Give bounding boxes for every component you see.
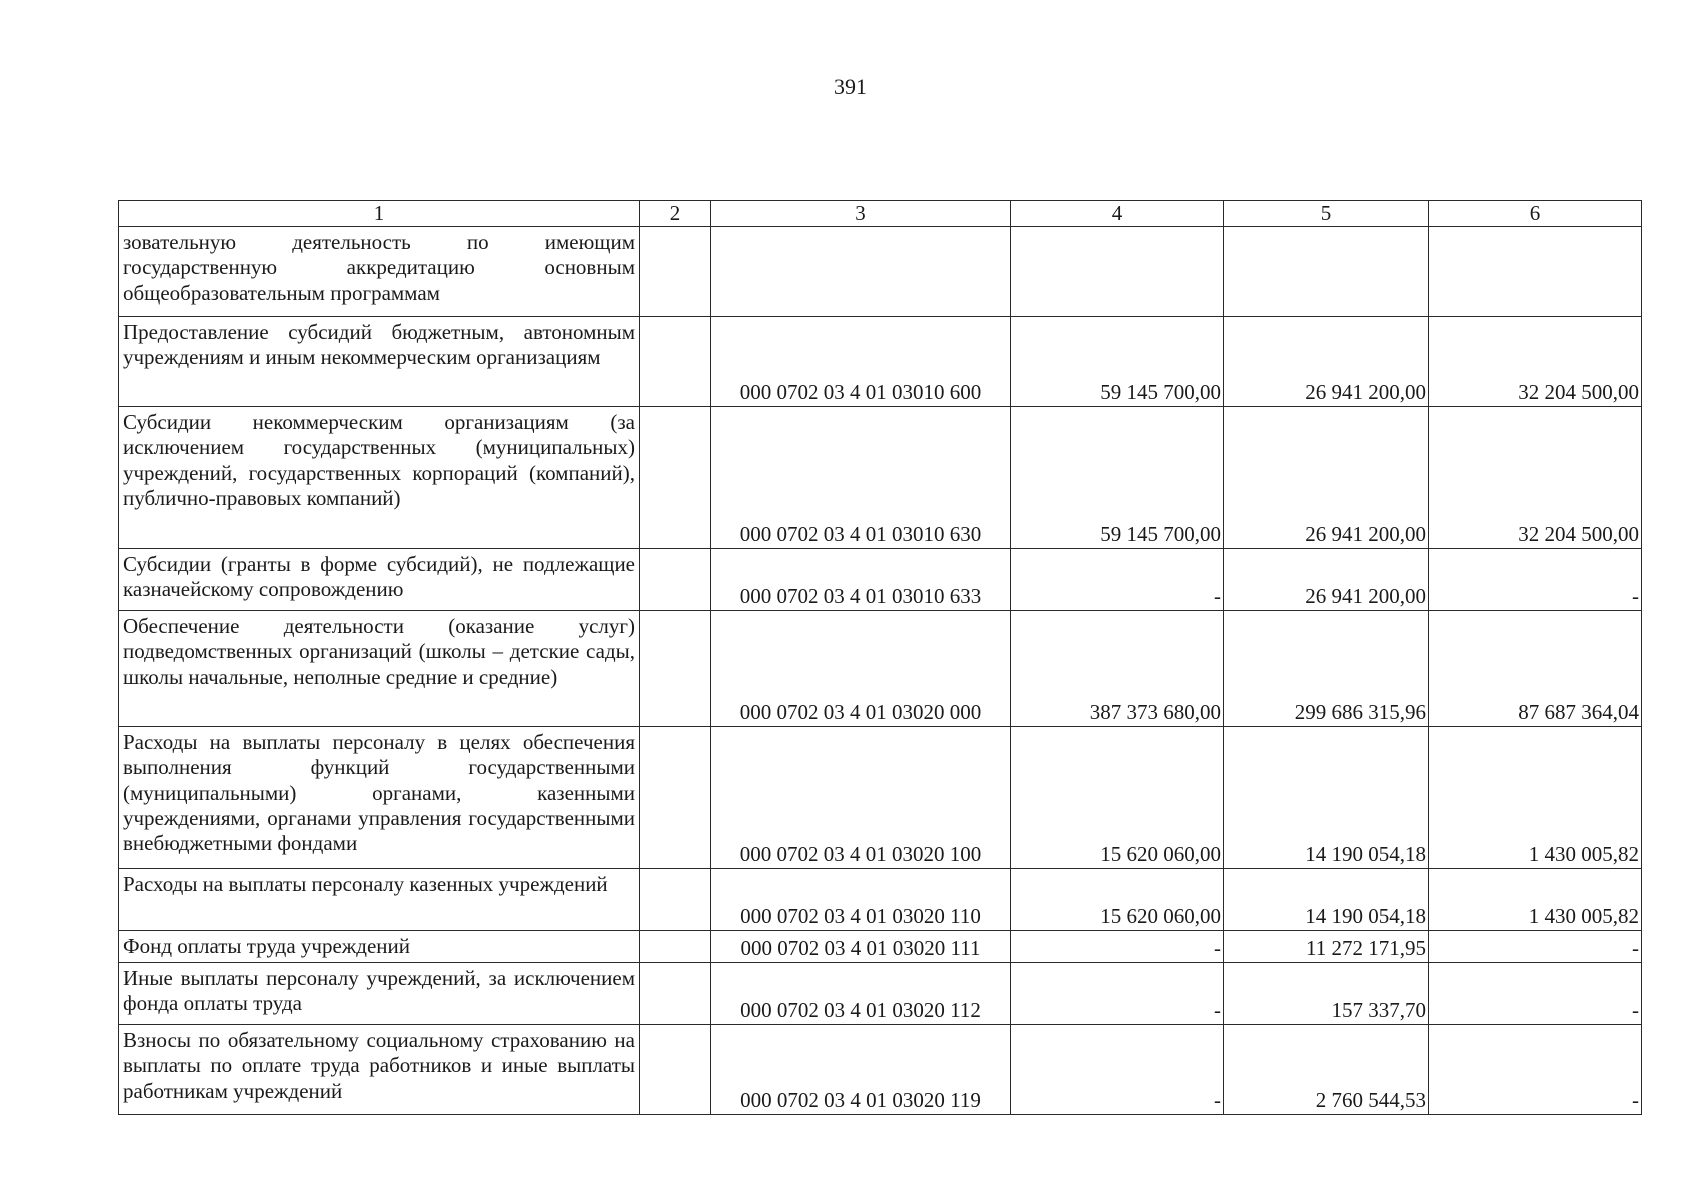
row-amount-4: - bbox=[1011, 1025, 1224, 1115]
table-row bbox=[119, 227, 1642, 317]
column-header-1: 1 bbox=[119, 201, 640, 227]
row-amount-6: - bbox=[1429, 963, 1642, 1025]
row-name: Субсидии (гранты в форме субсидий), не подлежащие казначейскому сопровождению bbox=[119, 549, 640, 611]
row-amount-4: - bbox=[1011, 963, 1224, 1025]
column-header-3: 3 bbox=[711, 201, 1011, 227]
row-amount-4: 387 373 680,00 bbox=[1011, 611, 1224, 727]
row-amount-6: 32 204 500,00 bbox=[1429, 317, 1642, 407]
budget-table bbox=[118, 200, 1642, 1115]
row-code: 000 0702 03 4 01 03020 100 bbox=[711, 727, 1011, 869]
row-amount-5: 26 941 200,00 bbox=[1224, 317, 1429, 407]
row-amount-5: 14 190 054,18 bbox=[1224, 727, 1429, 869]
row-amount-5: 2 760 544,53 bbox=[1224, 1025, 1429, 1115]
column-header-4: 4 bbox=[1011, 201, 1224, 227]
column-header-5: 5 bbox=[1224, 201, 1429, 227]
row-name: Предоставление субсидий бюджетным, автономным учреждениям и иным некоммерческим организациям bbox=[119, 317, 640, 407]
row-amount-6: 32 204 500,00 bbox=[1429, 407, 1642, 549]
row-amount-6: 1 430 005,82 bbox=[1429, 869, 1642, 931]
row-amount-6: - bbox=[1429, 549, 1642, 611]
row-col2 bbox=[640, 227, 711, 317]
table-row bbox=[119, 317, 1642, 407]
table-row bbox=[119, 549, 1642, 611]
row-col2 bbox=[640, 549, 711, 611]
row-col2 bbox=[640, 407, 711, 549]
row-amount-4: - bbox=[1011, 549, 1224, 611]
table-row bbox=[119, 869, 1642, 931]
row-col2 bbox=[640, 963, 711, 1025]
row-name: Расходы на выплаты персоналу в целях обеспечения выполнения функций государственными (муниципальными) органами, казенными учреждениями, органами управления государственными внебюджетными фондами bbox=[119, 727, 640, 869]
row-col2 bbox=[640, 727, 711, 869]
row-amount-6: - bbox=[1429, 1025, 1642, 1115]
row-col2 bbox=[640, 931, 711, 963]
row-amount-4: 59 145 700,00 bbox=[1011, 407, 1224, 549]
row-amount-6: - bbox=[1429, 931, 1642, 963]
row-name: Обеспечение деятельности (оказание услуг) подведомственных организаций (школы – детские сады, школы начальные, неполные средние и средние) bbox=[119, 611, 640, 727]
column-header-6: 6 bbox=[1429, 201, 1642, 227]
row-amount-5: 26 941 200,00 bbox=[1224, 407, 1429, 549]
row-code: 000 0702 03 4 01 03020 111 bbox=[711, 931, 1011, 963]
row-name: Расходы на выплаты персоналу казенных учреждений bbox=[119, 869, 640, 931]
row-amount-6 bbox=[1429, 227, 1642, 317]
row-amount-4 bbox=[1011, 227, 1224, 317]
row-col2 bbox=[640, 317, 711, 407]
row-code: 000 0702 03 4 01 03010 600 bbox=[711, 317, 1011, 407]
row-name: Иные выплаты персоналу учреждений, за исключением фонда оплаты труда bbox=[119, 963, 640, 1025]
table-row bbox=[119, 1025, 1642, 1115]
table-row bbox=[119, 963, 1642, 1025]
row-amount-4: 15 620 060,00 bbox=[1011, 727, 1224, 869]
row-col2 bbox=[640, 1025, 711, 1115]
row-amount-5 bbox=[1224, 227, 1429, 317]
row-amount-5: 11 272 171,95 bbox=[1224, 931, 1429, 963]
row-code: 000 0702 03 4 01 03020 119 bbox=[711, 1025, 1011, 1115]
row-amount-4: 59 145 700,00 bbox=[1011, 317, 1224, 407]
row-amount-5: 299 686 315,96 bbox=[1224, 611, 1429, 727]
row-name: Взносы по обязательному социальному страхованию на выплаты по оплате труда работников и иные выплаты работникам учреждений bbox=[119, 1025, 640, 1115]
header-row bbox=[119, 201, 1642, 227]
row-col2 bbox=[640, 611, 711, 727]
row-code: 000 0702 03 4 01 03020 000 bbox=[711, 611, 1011, 727]
table-row bbox=[119, 727, 1642, 869]
row-amount-6: 87 687 364,04 bbox=[1429, 611, 1642, 727]
row-name: Фонд оплаты труда учреждений bbox=[119, 931, 640, 963]
table-row bbox=[119, 931, 1642, 963]
row-code bbox=[711, 227, 1011, 317]
row-amount-5: 26 941 200,00 bbox=[1224, 549, 1429, 611]
row-name: Субсидии некоммерческим организациям (за исключением государственных (муниципальных) учреждений, государственных корпораций (компаний), публично-правовых компаний) bbox=[119, 407, 640, 549]
row-name: зовательную деятельность по имеющим государственную аккредитацию основным общеобразовательным программам bbox=[119, 227, 640, 317]
table-row bbox=[119, 611, 1642, 727]
row-amount-6: 1 430 005,82 bbox=[1429, 727, 1642, 869]
row-amount-4: - bbox=[1011, 931, 1224, 963]
row-code: 000 0702 03 4 01 03020 112 bbox=[711, 963, 1011, 1025]
row-code: 000 0702 03 4 01 03020 110 bbox=[711, 869, 1011, 931]
row-amount-5: 157 337,70 bbox=[1224, 963, 1429, 1025]
row-code: 000 0702 03 4 01 03010 633 bbox=[711, 549, 1011, 611]
row-code: 000 0702 03 4 01 03010 630 bbox=[711, 407, 1011, 549]
page-number: 391 bbox=[834, 74, 867, 99]
row-amount-5: 14 190 054,18 bbox=[1224, 869, 1429, 931]
row-col2 bbox=[640, 869, 711, 931]
table-row bbox=[119, 407, 1642, 549]
row-amount-4: 15 620 060,00 bbox=[1011, 869, 1224, 931]
column-header-2: 2 bbox=[640, 201, 711, 227]
